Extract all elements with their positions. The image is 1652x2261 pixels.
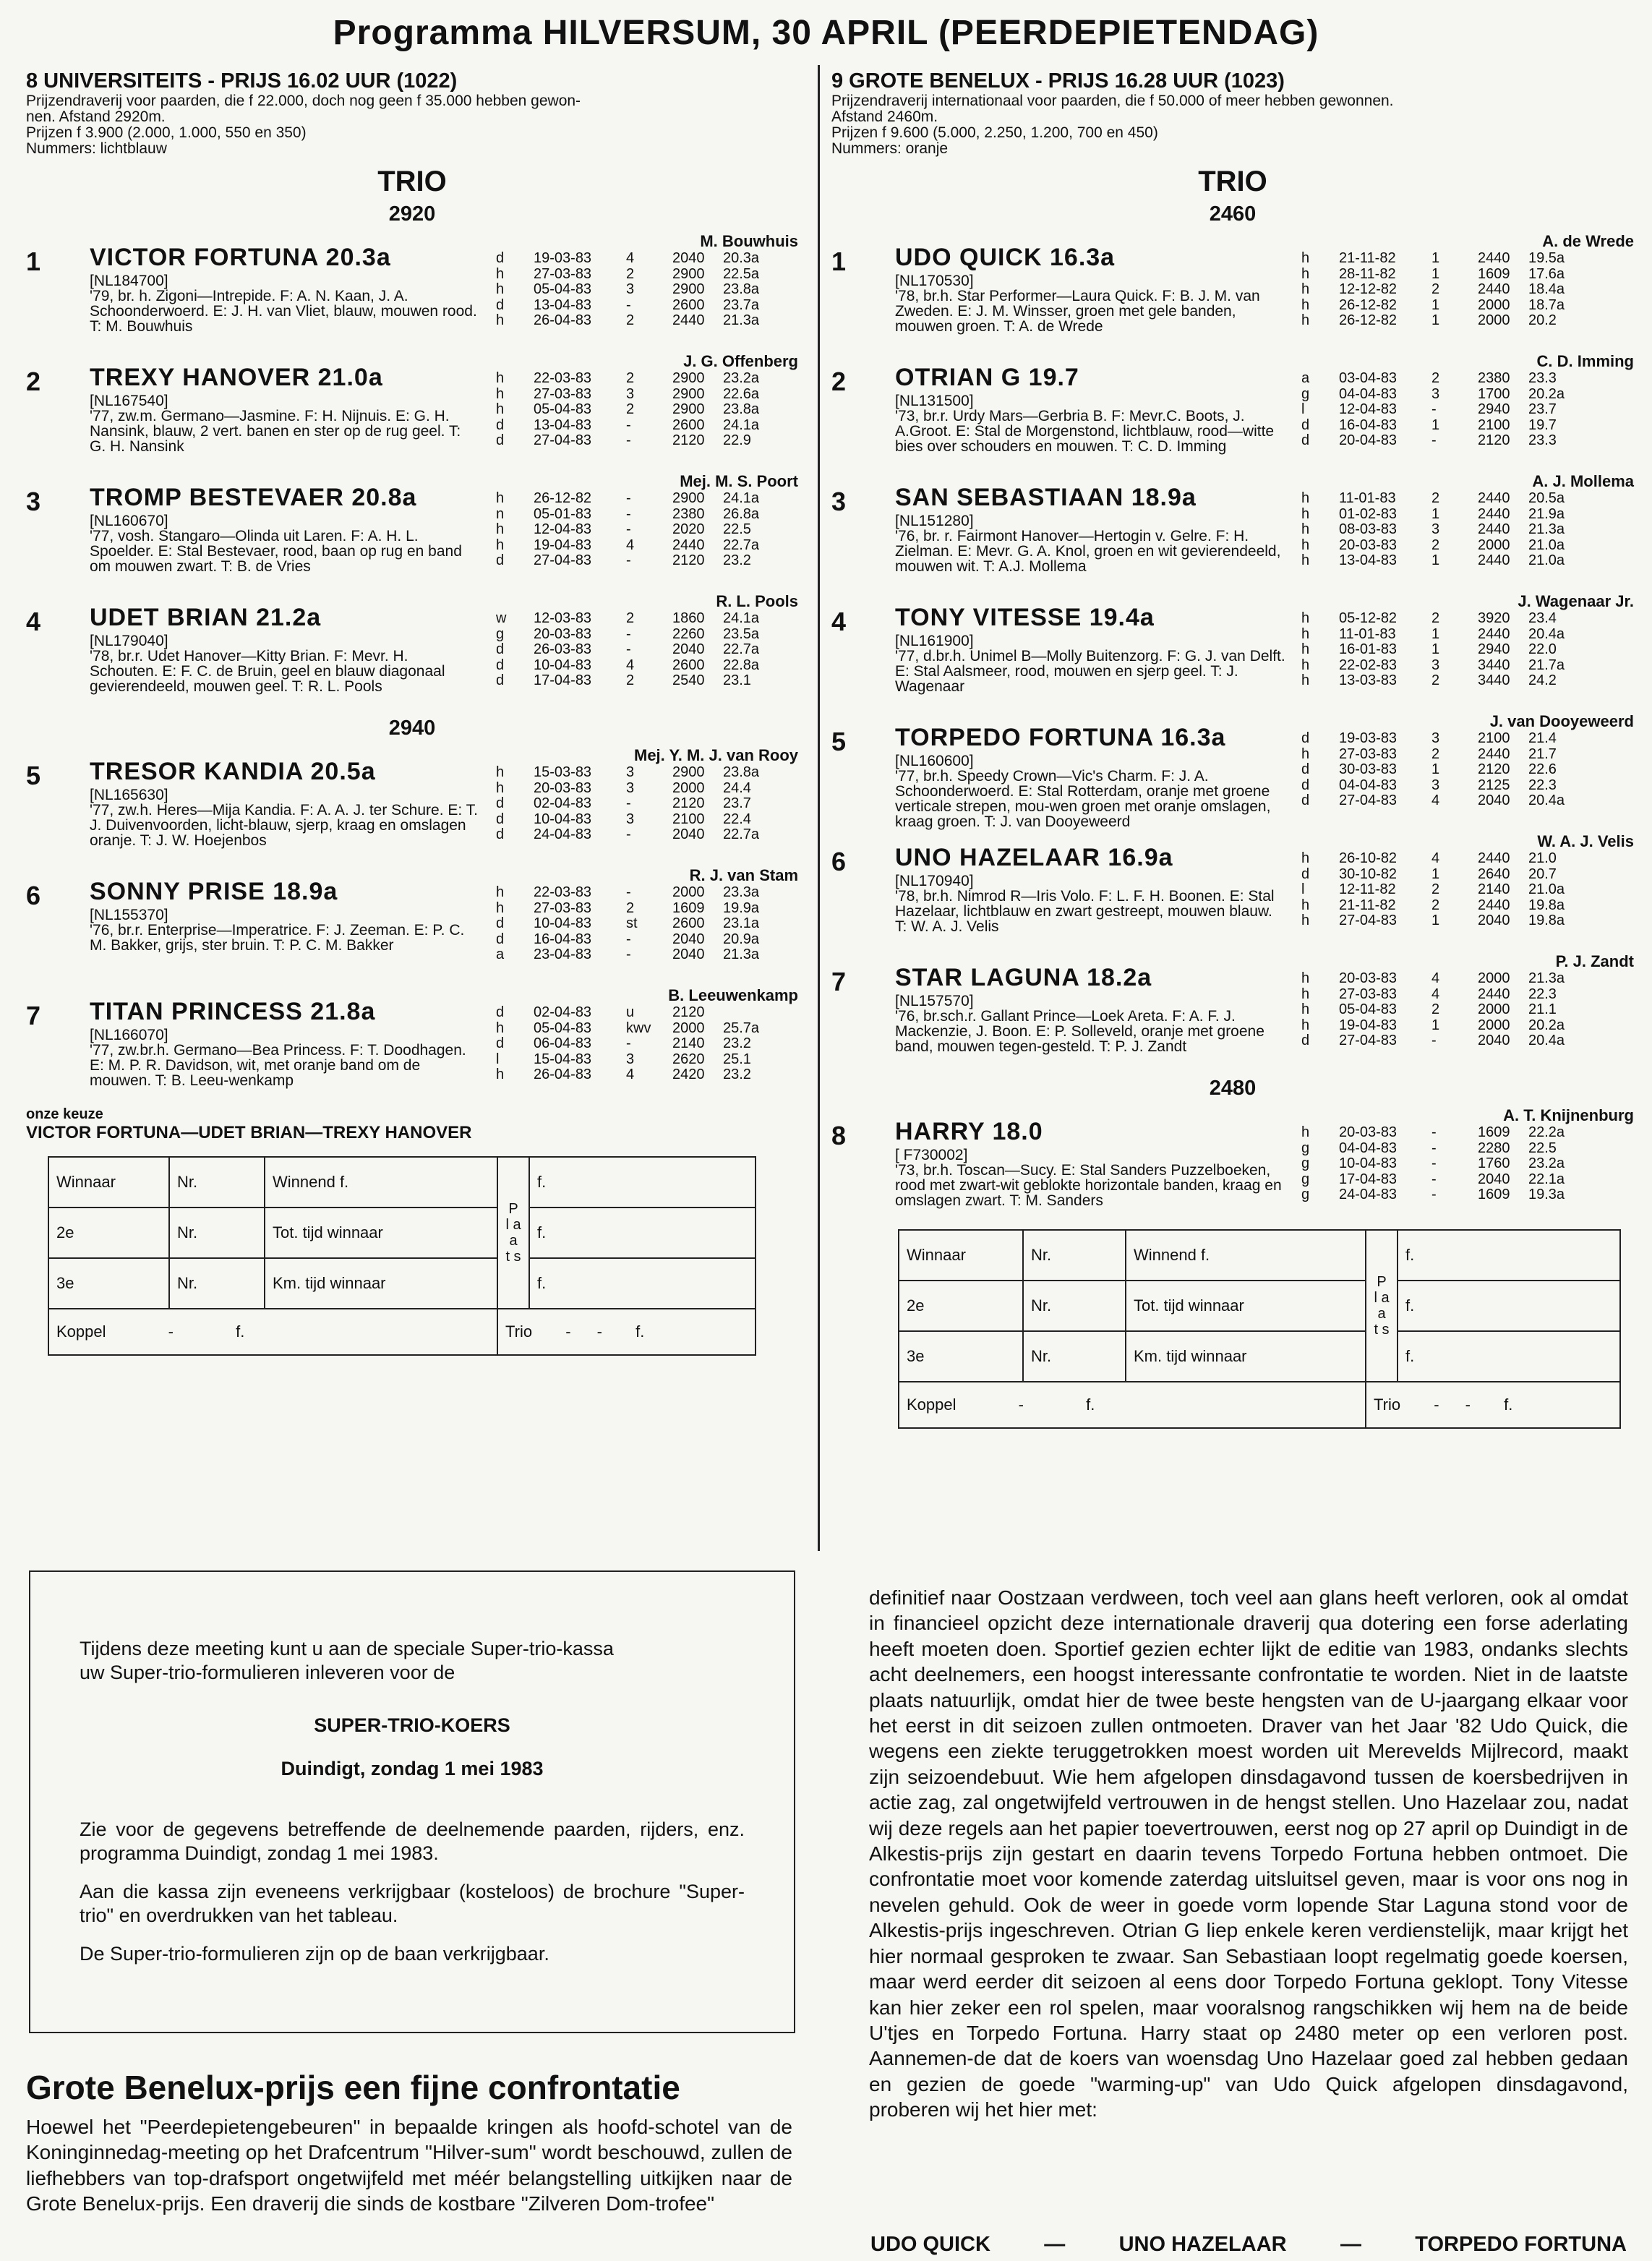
race-9-distance-1: 2460 <box>1209 202 1257 226</box>
start-row: d 13-04-83 - 2600 24.1a <box>496 416 760 433</box>
horse-number: 4 <box>831 607 847 636</box>
horse-name: OTRIAN G 19.7 <box>895 364 1079 391</box>
horse-description: '77, d.br.h. Unimel B—Molly Buitenzorg. F: G. J. van Delft. E: Stal Aalsmeer, rood, mouwen en sjerp geel. T: J. Wagenaar <box>895 648 1285 695</box>
horse-description: '78, br.h. Nimrod R—Iris Volo. F: L. F. H. Boonen. E: Stal Hazelaar, lichtblauw en zwart gestreept, mouwen blauw. T: W. A. J. Velis <box>895 888 1275 935</box>
horse-driver: J. van Dooyeweerd <box>1489 712 1634 730</box>
start-row: l 12-04-83 - 2940 23.7 <box>1301 401 1557 417</box>
start-row: d 24-04-83 - 2040 22.7a <box>496 826 760 842</box>
start-row: h 11-01-83 1 2440 20.4a <box>1301 625 1565 642</box>
start-row: h 20-03-83 - 1609 22.2a <box>1301 1124 1565 1140</box>
horse-name: VICTOR FORTUNA 20.3a <box>90 244 391 271</box>
horse-number: 3 <box>831 487 847 516</box>
start-row: h 12-12-82 2 2440 18.4a <box>1301 281 1565 297</box>
start-row: h 27-04-83 1 2040 19.8a <box>1301 912 1565 928</box>
start-row: d 30-03-83 1 2120 22.6 <box>1301 761 1557 777</box>
start-row: h 26-04-83 4 2420 23.2 <box>496 1067 751 1082</box>
horse-name: HARRY 18.0 <box>895 1118 1043 1145</box>
start-row: d 19-03-83 3 2100 21.4 <box>1301 730 1557 746</box>
horse-driver: A. T. Knijnenburg <box>1503 1106 1634 1124</box>
horse-starts <box>496 765 798 843</box>
start-row: g 17-04-83 - 2040 22.1a <box>1301 1171 1565 1187</box>
horse-starts <box>1301 491 1634 569</box>
start-row: g 10-04-83 - 1760 23.2a <box>1301 1155 1565 1171</box>
horse-starts <box>1301 731 1634 809</box>
start-row: w 12-03-83 2 1860 24.1a <box>496 610 760 626</box>
horse-driver: M. Bouwhuis <box>700 232 798 250</box>
horse-name: TONY VITESSE 19.4a <box>895 604 1155 631</box>
start-row: h 26-12-82 1 2000 18.7a <box>1301 296 1565 313</box>
start-row: h 19-04-83 1 2000 20.2a <box>1301 1017 1565 1033</box>
horse-description: '77, zw.m. Germano—Jasmine. F: H. Nijnuis. E: G. H. Nansink, blauw, 2 vert. banen en ster op de rug geel. T: G. H. Nansink <box>90 408 461 455</box>
horse-starts <box>1301 851 1634 929</box>
horse-id: [NL170940] <box>895 873 974 889</box>
horse-number: 6 <box>831 847 847 876</box>
start-row: h 16-01-83 1 2940 22.0 <box>1301 641 1557 657</box>
start-row: d 16-04-83 - 2040 20.9a <box>496 931 760 947</box>
start-row: d 27-04-83 - 2120 23.2 <box>496 552 751 568</box>
horse-id: [NL151280] <box>895 513 974 529</box>
page-title: Programma HILVERSUM, 30 APRIL (PEERDEPIETENDAG) <box>333 14 1319 52</box>
start-row: h 27-03-83 2 2900 22.5a <box>496 265 760 282</box>
horse-description: '78, br.h. Star Performer—Laura Quick. F: B. J. M. van Zweden. E: J. M. Winsser, groen met gele banden, mouwen groen. T: A. de Wrede <box>895 288 1260 335</box>
horse-number: 1 <box>26 247 41 276</box>
start-row: d 20-04-83 - 2120 23.3 <box>1301 432 1557 448</box>
horse-id: [NL170530] <box>895 273 974 289</box>
start-row: h 12-04-83 - 2020 22.5 <box>496 521 751 537</box>
start-row: h 27-03-83 4 2440 22.3 <box>1301 986 1557 1002</box>
horse-starts <box>496 1005 798 1083</box>
horse-entry <box>26 472 798 592</box>
horse-driver: Mej. Y. M. J. van Rooy <box>634 746 798 764</box>
horse-description: '78, br.r. Udet Hanover—Kitty Brian. F: Mevr. H. Schouten. E: F. C. de Bruin, geel en blauw diagonaal gevierendeeld, mouwen geel. T: R. L. Pools <box>90 648 445 695</box>
race-8-distance-1: 2920 <box>388 202 436 226</box>
start-row: d 02-04-83 - 2120 23.7 <box>496 795 751 811</box>
race-9-description: Prijzendraverij internationaal voor paarden, die f 50.000 of meer hebben gewonnen. Afstand 2460m. Prijzen f 9.600 (5.000, 2.250, 1.200, 700 en 450) Nummers: oranje <box>831 93 1394 157</box>
horse-starts <box>1301 371 1634 449</box>
start-row: d 16-04-83 1 2100 19.7 <box>1301 416 1557 433</box>
horse-id: [NL165630] <box>90 787 168 803</box>
horse-name: SONNY PRISE 18.9a <box>90 878 338 905</box>
start-row: d 02-04-83 u 2120 <box>496 1004 705 1020</box>
horse-number: 5 <box>26 761 41 790</box>
horse-id: [NL166070] <box>90 1027 168 1043</box>
race-9-header: 9 GROTE BENELUX - PRIJS 16.28 UUR (1023) <box>831 69 1285 93</box>
start-row: h 05-12-82 2 3920 23.4 <box>1301 610 1557 626</box>
start-row: h 11-01-83 2 2440 20.5a <box>1301 490 1565 506</box>
horse-description: '76, br.r. Enterprise—Imperatrice. F: J. Zeeman. E: P. C. M. Bakker, grijs, ster bruin. T: P. C. M. Bakker <box>90 922 465 954</box>
article-picks: UDO QUICK — UNO HAZELAAR — TORPEDO FORTUNA <box>870 2233 1627 2256</box>
horse-id: [NL131500] <box>895 393 974 409</box>
horse-entry <box>831 592 1634 712</box>
horse-name: TITAN PRINCESS 21.8a <box>90 998 376 1025</box>
horse-starts <box>1301 251 1634 329</box>
race-8-result-table: Winnaar Nr. Winnend f. P l a a t s f. 2e Nr. Tot. tijd winnaar f. 3e Nr. Km. tijd winnaar f. Koppel - f. Trio - - f. <box>48 1156 756 1356</box>
horse-name: TREXY HANOVER 21.0a <box>90 364 383 391</box>
start-row: h 26-04-83 2 2440 21.3a <box>496 312 760 328</box>
horse-id: [NL161900] <box>895 633 974 649</box>
start-row: h 05-04-83 2 2000 21.1 <box>1301 1001 1557 1017</box>
race-8-description: Prijzendraverij voor paarden, die f 22.000, doch nog geen f 35.000 hebben gewon- nen. Afstand 2920m. Prijzen f 3.900 (2.000, 1.000, 550 en 350) Nummers: lichtblauw <box>26 93 581 157</box>
horse-description: '76, br. r. Fairmont Hanover—Hertogin v. Gelre. F: H. Zielman. E: Mevr. G. A. Knol, groen en wit gevierendeeld, mouwen wit. T: A.J. Mollema <box>895 528 1281 575</box>
horse-id: [NL157570] <box>895 993 974 1009</box>
start-row: g 04-04-83 - 2280 22.5 <box>1301 1140 1557 1156</box>
horse-driver: P. J. Zandt <box>1555 952 1634 970</box>
horse-name: SAN SEBASTIAAN 18.9a <box>895 484 1197 511</box>
horse-description: '77, zw.h. Heres—Mija Kandia. F: A. A. J. ter Schure. E: T. J. Duivenvoorden, licht-blauw, sjerp, kraag en omslagen oranje. T: J. W. Hoejenbos <box>90 802 479 849</box>
race-9-distance-2: 2480 <box>1209 1077 1257 1100</box>
race-9-trio-label: TRIO <box>1198 166 1267 197</box>
horse-entry <box>26 592 798 712</box>
race-9-result-table: Winnaar Nr. Winnend f. P l a a t s f. 2e Nr. Tot. tijd winnaar f. 3e Nr. Km. tijd winnaar f. Koppel - f. Trio - - f. <box>898 1229 1621 1429</box>
start-row: n 05-01-83 - 2380 26.8a <box>496 505 760 522</box>
horse-name: TRESOR KANDIA 20.5a <box>90 758 376 785</box>
plaats-label: P l a a t s <box>497 1157 529 1309</box>
horse-entry <box>831 232 1634 352</box>
start-row: h 08-03-83 3 2440 21.3a <box>1301 521 1565 537</box>
horse-id: [NL160600] <box>895 753 974 769</box>
start-row: h 27-03-83 3 2900 22.6a <box>496 385 760 402</box>
super-trio-date: Duindigt, zondag 1 mei 1983 <box>281 1758 544 1779</box>
horse-starts <box>1301 1125 1634 1203</box>
horse-entry <box>831 832 1634 952</box>
horse-id: [ F730002] <box>895 1147 968 1163</box>
start-row: h 05-04-83 2 2900 23.8a <box>496 401 760 417</box>
start-row: h 20-03-83 3 2000 24.4 <box>496 779 751 796</box>
horse-driver: C. D. Imming <box>1536 352 1634 370</box>
start-row: h 05-04-83 kwv 2000 25.7a <box>496 1020 760 1036</box>
start-row: a 23-04-83 - 2040 21.3a <box>496 946 760 962</box>
start-row: d 30-10-82 1 2640 20.7 <box>1301 865 1557 882</box>
race-8-header: 8 UNIVERSITEITS - PRIJS 16.02 UUR (1022) <box>26 69 458 93</box>
start-row: d 17-04-83 2 2540 23.1 <box>496 672 751 688</box>
horse-name: UDET BRIAN 21.2a <box>90 604 322 631</box>
start-row: h 27-03-83 2 1609 19.9a <box>496 899 760 916</box>
article-left: Hoewel het "Peerdepietengebeuren" in bepaalde kringen als hoofd-schotel van de Koninginnedag-meeting op het Drafcentrum "Hilver-sum" wordt beschouwd, zullen de liefhebbers van top-drafsport ongetwijfeld met méér belangstelling uitkijken naar de Grote Benelux-prijs. Een draverij die sinds de kostbare "Zilveren Dom-trofee" <box>26 2116 792 2215</box>
start-row: d 13-04-83 - 2600 23.7a <box>496 296 760 313</box>
start-row: h 15-03-83 3 2900 23.8a <box>496 764 760 780</box>
horse-number: 6 <box>26 881 41 910</box>
horse-name: TORPEDO FORTUNA 16.3a <box>895 724 1226 751</box>
start-row: h 20-03-83 2 2000 21.0a <box>1301 537 1565 553</box>
horse-id: [NL160670] <box>90 513 168 529</box>
start-row: h 13-03-83 2 3440 24.2 <box>1301 672 1557 688</box>
horse-starts <box>496 251 798 329</box>
pick-1: UDO QUICK <box>870 2233 990 2256</box>
start-row: d 27-04-83 4 2040 20.4a <box>1301 792 1565 808</box>
start-row: h 28-11-82 1 1609 17.6a <box>1301 265 1565 282</box>
start-row: h 13-04-83 1 2440 21.0a <box>1301 552 1565 568</box>
horse-driver: W. A. J. Velis <box>1537 832 1634 850</box>
start-row: d 10-04-83 st 2600 23.1a <box>496 915 760 931</box>
article-right: definitief naar Oostzaan verdween, toch veel aan glans heeft verloren, ook al omdat in financieel opzicht deze internationale draverij qua dotering een forse aderlating heeft moeten doen. Sportief gezien echter lijkt de editie van 1983, ondanks slechts acht deelnemers, een hoogst interessante confrontatie te worden. Niet in de laatste plaats natuurlijk, omdat hier de twee beste hengsten van de U-jaargang elkaar voor het eerst in dit seizoen zullen ontmoeten. Draver van het Jaar '82 Udo Quick, die wegens een ziekte teruggetrokken moest worden uit Merevelds Mijlrecord, maakt zijn seizoendebuut. Wie hem afgelopen dinsdagavond tussen de koersbedrijven in actie zag, zal ongetwijfeld vertrouwen in de hengst stellen. Uno Hazelaar zou, nadat wij deze regels aan het papier toevertrouwen, eerst nog op 27 april op Duindigt in de Alkestis-prijs zijn gestart en daarin tevens Torpedo Fortuna hebben ontmoet. Die confrontatie moet voor komende zaterdag uitsluitsel geven, maar is voor ons nog in nevelen gehuld. Ook de weer in goede vorm lopende Star Laguna stond voor de Alkestis-prijs ingeschreven. Otrian G liep enkele keren verdienstelijk, maar krijgt het hier normaal gesproken te zwaar. San Sebastiaan loopt regelmatig goede koersen, maar werd eerder dit seizoen al eens door Torpedo Fortuna geklopt. Tony Vitesse kan hier zeker een rol spelen, maar vooralsnog rangschikken wij hem na de beide U'tjes en Torpedo Fortuna. Harry staat op 2480 meter op een verloren post. Aannemen-de dat de koers van woensdag Uno Hazelaar goed zal hebben gedaan en gezien de goede "warming-up" van Udo Quick afgelopen dinsdagavond, proberen wij het hier met: <box>869 1586 1628 2121</box>
horse-description: '79, br. h. Zigoni—Intrepide. F: A. N. Kaan, J. A. Schoonderwoerd. E: J. H. van Vliet, blauw, mouwen rood. T: M. Bouwhuis <box>90 288 477 335</box>
pick-2: UNO HAZELAAR <box>1118 2233 1287 2256</box>
horse-number: 2 <box>831 367 847 396</box>
start-row: d 26-03-83 - 2040 22.7a <box>496 641 760 657</box>
horse-description: '77, zw.br.h. Germano—Bea Princess. F: T. Doodhagen. E: M. P. R. Davidson, wit, met oranje band om de mouwen. T: B. Leeu-wenkamp <box>90 1042 466 1089</box>
horse-entry <box>831 712 1634 832</box>
horse-description: '77, br.h. Speedy Crown—Vic's Charm. F: J. A. Schoonderwoerd. E: Stal Rotterdam, oranje met groene verticale strepen, mou-wen groen met oranje omslagen, kraag groen. T: J. van Dooyeweerd <box>895 768 1271 830</box>
horse-name: TROMP BESTEVAER 20.8a <box>90 484 417 511</box>
horse-number: 4 <box>26 607 41 636</box>
horse-entry <box>831 352 1634 472</box>
horse-driver: J. G. Offenberg <box>683 352 798 370</box>
horse-number: 1 <box>831 247 847 276</box>
horse-description: '73, br.r. Urdy Mars—Gerbria B. F: Mevr.C. Boots, J. A.Groot. E: Stal de Morgenstond, lichtblauw, rood—witte bies over schouders en mouwen. T: C. D. Imming <box>895 408 1275 455</box>
horse-number: 5 <box>831 727 847 756</box>
start-row: h 27-03-83 2 2440 21.7 <box>1301 745 1557 762</box>
horse-entry <box>26 352 798 472</box>
horse-entry <box>26 866 798 986</box>
horse-starts <box>496 491 798 569</box>
horse-driver: B. Leeuwenkamp <box>668 986 798 1004</box>
race-8-column <box>26 69 798 1356</box>
horse-description: '73, br.h. Toscan—Sucy. E: Stal Sanders Puzzelboeken, rood met zwart-wit geblokte horizontale banden, kraag en omslagen zwart. T: M. Sanders <box>895 1162 1282 1209</box>
horse-entry <box>831 472 1634 592</box>
start-row: d 10-04-83 4 2600 22.8a <box>496 657 760 673</box>
start-row: g 04-04-83 3 1700 20.2a <box>1301 385 1565 402</box>
start-row: h 22-03-83 - 2000 23.3a <box>496 884 760 900</box>
super-trio-title: SUPER-TRIO-KOERS <box>314 1714 510 1736</box>
horse-entry <box>26 232 798 352</box>
horse-entry <box>26 746 798 866</box>
horse-number: 8 <box>831 1121 847 1150</box>
horse-id: [NL167540] <box>90 393 168 409</box>
horse-driver: R. L. Pools <box>716 592 798 610</box>
horse-driver: A. de Wrede <box>1542 232 1634 250</box>
start-row: h 05-04-83 3 2900 23.8a <box>496 281 760 297</box>
start-row: g 20-03-83 - 2260 23.5a <box>496 625 760 642</box>
start-row: d 27-04-83 - 2040 20.4a <box>1301 1033 1565 1048</box>
race-8-choice: VICTOR FORTUNA—UDET BRIAN—TREXY HANOVER <box>26 1123 472 1142</box>
pick-3: TORPEDO FORTUNA <box>1415 2233 1627 2256</box>
horse-number: 7 <box>26 1001 41 1030</box>
horse-entry <box>831 952 1634 1072</box>
start-row: h 22-02-83 3 3440 21.7a <box>1301 657 1565 673</box>
super-trio-notice: Tijdens deze meeting kunt u aan de speciale Super-trio-kassa uw Super-trio-formulieren inleveren voor de SUPER-TRIO-KOERS Duindigt, zondag 1 mei 1983 Zie voor de gegevens betreffende de deelnemende paarden, rijders, enz. programma Duindigt, zondag 1 mei 1983. Aan die kassa zijn eveneens verkrijgbaar (kosteloos) de brochure "Super-trio" en overdrukken van het tableau. De Super-trio-formulieren zijn op de baan verkrijgbaar. <box>29 1570 795 2033</box>
start-row: l 12-11-82 2 2140 21.0a <box>1301 881 1565 897</box>
horse-id: [NL155370] <box>90 907 168 923</box>
start-row: h 22-03-83 2 2900 23.2a <box>496 370 760 386</box>
horse-name: UNO HAZELAAR 16.9a <box>895 844 1173 871</box>
horse-driver: J. Wagenaar Jr. <box>1518 592 1634 610</box>
start-row: h 21-11-82 1 2440 19.5a <box>1301 250 1565 266</box>
horse-description: '76, br.sch.r. Gallant Prince—Loek Areta. F: A. F. J. Mackenzie, J. Boon. E: P. Solleveld, oranje met groene band, mouwen tegen-gesteld. T: P. J. Zandt <box>895 1008 1264 1055</box>
horse-name: STAR LAGUNA 18.2a <box>895 964 1152 991</box>
horse-driver: A. J. Mollema <box>1532 472 1634 490</box>
start-row: g 24-04-83 - 1609 19.3a <box>1301 1187 1565 1202</box>
article-heading: Grote Benelux-prijs een fijne confrontatie <box>26 2069 680 2106</box>
horse-name: UDO QUICK 16.3a <box>895 244 1116 271</box>
start-row: a 03-04-83 2 2380 23.3 <box>1301 370 1557 386</box>
horse-id: [NL184700] <box>90 273 168 289</box>
horse-starts <box>1301 611 1634 689</box>
start-row: h 26-12-82 - 2900 24.1a <box>496 490 760 506</box>
horse-starts <box>496 885 798 963</box>
horse-driver: R. J. van Stam <box>689 866 798 884</box>
horse-description: '77, vosh. Stangaro—Olinda uit Laren. F: A. H. L. Spoelder. E: Stal Bestevaer, rood, baan op rug en band om mouwen zwart. T: B. de Vries <box>90 528 462 575</box>
horse-starts <box>496 611 798 689</box>
start-row: h 26-10-82 4 2440 21.0 <box>1301 850 1557 866</box>
plaats-label: P l a a t s <box>1366 1230 1398 1382</box>
start-row: h 26-12-82 1 2000 20.2 <box>1301 312 1557 328</box>
horse-entry <box>26 986 798 1106</box>
start-row: d 27-04-83 - 2120 22.9 <box>496 432 751 448</box>
horse-starts <box>1301 971 1634 1049</box>
race-8-distance-2: 2940 <box>388 717 436 740</box>
column-divider <box>818 65 820 1551</box>
start-row: d 06-04-83 - 2140 23.2 <box>496 1035 751 1051</box>
start-row: h 01-02-83 1 2440 21.9a <box>1301 505 1565 522</box>
start-row: d 04-04-83 3 2125 22.3 <box>1301 777 1557 793</box>
race-8-trio-label: TRIO <box>377 166 447 197</box>
start-row: l 15-04-83 3 2620 25.1 <box>496 1051 751 1067</box>
horse-number: 3 <box>26 487 41 516</box>
race-9-column <box>831 69 1634 1429</box>
horse-number: 2 <box>26 367 41 396</box>
start-row: d 10-04-83 3 2100 22.4 <box>496 811 751 827</box>
start-row: h 20-03-83 4 2000 21.3a <box>1301 970 1565 986</box>
horse-entry <box>831 1106 1634 1226</box>
race-8-choice-label: onze keuze <box>26 1106 103 1122</box>
horse-driver: Mej. M. S. Poort <box>680 472 798 490</box>
start-row: h 19-04-83 4 2440 22.7a <box>496 537 760 553</box>
start-row: d 19-03-83 4 2040 20.3a <box>496 250 760 266</box>
horse-id: [NL179040] <box>90 633 168 649</box>
horse-starts <box>496 371 798 449</box>
horse-number: 7 <box>831 967 847 996</box>
start-row: h 21-11-82 2 2440 19.8a <box>1301 897 1565 913</box>
